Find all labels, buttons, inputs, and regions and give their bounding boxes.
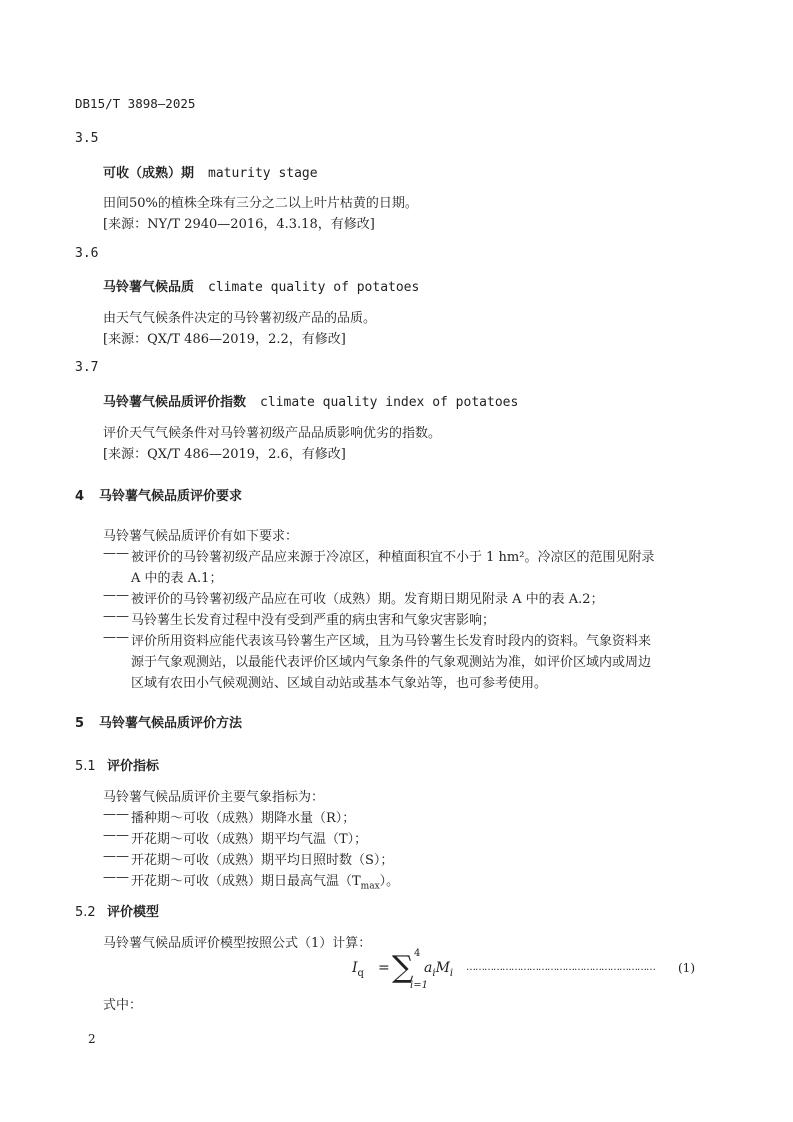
subscript-max: max <box>360 881 380 892</box>
term-source: [来源：NY/T 2940—2016，4.3.18，有修改] <box>103 217 375 232</box>
formula <box>340 948 700 998</box>
dash-marker: —— <box>103 828 129 843</box>
term-title <box>103 276 419 295</box>
sum-icon: ∑ <box>392 950 414 985</box>
indicator-item: 播种期～可收（成熟）期降水量（R）； <box>131 811 356 826</box>
section-heading <box>75 485 242 504</box>
indicator-item: 开花期～可收（成熟）期平均气温（T）； <box>131 832 368 847</box>
section-number: 4 <box>75 489 85 504</box>
formula-term <box>424 960 453 979</box>
subsection-heading <box>75 755 159 774</box>
term-number: 3.5 <box>75 131 99 146</box>
term-definition: 由天气气候条件决定的马铃薯初级产品的品质。 <box>103 311 377 326</box>
term-definition: 评价天气气候条件对马铃薯初级产品品质影响优劣的指数。 <box>103 426 442 441</box>
dash-marker: —— <box>103 849 129 864</box>
section-intro: 马铃薯气候品质评价有如下要求： <box>103 529 299 544</box>
page-number: 2 <box>88 1032 96 1046</box>
list-item: 被评价的马铃薯初级产品应在可收（成熟）期。发育期日期见附录 A 中的表 A.2； <box>131 592 604 607</box>
formula-equals: = <box>378 960 390 976</box>
list-item: 马铃薯生长发育过程中没有受到严重的病虫害和气象灾害影响； <box>131 613 496 628</box>
list-item-cont: A 中的表 A.1； <box>131 571 223 586</box>
term-title-en: climate quality of potatoes <box>208 280 420 295</box>
section-title: 马铃薯气候品质评价方法 <box>99 716 243 731</box>
list-item-cont: 区域有农田小气候观测站、区域自动站或基本气象站等，也可参考使用。 <box>131 676 548 691</box>
indicator-item <box>131 870 399 892</box>
term-title-en: climate quality index of potatoes <box>260 395 519 410</box>
formula-label: (1) <box>678 961 695 975</box>
list-item-cont: 源于气象观测站，以最能代表评价区域内气象条件的气象观测站为准，如评价区域内或周边 <box>131 655 652 670</box>
sum-upper: 4 <box>414 948 421 959</box>
subsection-title: 评价指标 <box>107 759 160 774</box>
dash-marker: —— <box>103 609 129 624</box>
document-code: DB15/T 3898—2025 <box>75 96 196 111</box>
formula-symbol-m: M <box>435 960 450 976</box>
formula-sub-i: i <box>449 967 454 979</box>
term-definition: 田间50%的植株全珠有三分之二以上叶片枯黄的日期。 <box>103 196 418 211</box>
subsection-intro: 马铃薯气候品质评价模型按照公式（1）计算： <box>103 936 372 951</box>
term-title-en: maturity stage <box>208 166 318 181</box>
sum-lower: i=1 <box>410 980 428 991</box>
term-title-cn: 马铃薯气候品质 <box>103 280 195 295</box>
subsection-number: 5.2 <box>75 905 96 920</box>
subsection-heading <box>75 901 159 920</box>
list-item: 被评价的马铃薯初级产品应来源于冷凉区，种植面积宜不小于 1 hm²。冷凉区的范围见附录 <box>131 550 655 565</box>
indicator-text-end: ）。 <box>379 874 400 889</box>
term-title <box>103 391 518 410</box>
dash-marker: —— <box>103 546 129 561</box>
dot-leader: ……………………………………………………… <box>466 962 655 973</box>
formula-symbol-i: I <box>352 960 358 976</box>
formula-sub-q: q <box>357 967 364 979</box>
subsection-title: 评价模型 <box>107 905 160 920</box>
list-item: 评价所用资料应能代表该马铃薯生产区域，且为马铃薯生长发育时段内的资料。气象资料来 <box>131 634 652 649</box>
term-source: [来源：QX/T 486—2019，2.2，有修改] <box>103 332 346 347</box>
term-title-cn: 马铃薯气候品质评价指数 <box>103 395 247 410</box>
indicator-text: 开花期～可收（成熟）期日最高气温（T <box>131 874 361 889</box>
formula-sub-i: i <box>432 967 436 979</box>
term-title-cn: 可收（成熟）期 <box>103 166 195 181</box>
dash-marker: —— <box>103 870 129 885</box>
section-title: 马铃薯气候品质评价要求 <box>99 489 243 504</box>
indicator-item: 开花期～可收（成熟）期平均日照时数（S）； <box>131 853 394 868</box>
dash-marker: —— <box>103 630 129 645</box>
term-source: [来源：QX/T 486—2019，2.6，有修改] <box>103 447 346 462</box>
subsection-intro: 马铃薯气候品质评价主要气象指标为： <box>103 790 325 805</box>
subsection-number: 5.1 <box>75 759 96 774</box>
section-heading <box>75 712 242 731</box>
dash-marker: —— <box>103 807 129 822</box>
term-title <box>103 162 318 181</box>
term-number: 3.6 <box>75 246 99 261</box>
formula-lhs <box>352 960 364 979</box>
term-number: 3.7 <box>75 360 99 375</box>
dash-marker: —— <box>103 588 129 603</box>
section-number: 5 <box>75 716 85 731</box>
where-label: 式中： <box>103 998 143 1013</box>
formula-symbol-a: a <box>424 960 433 976</box>
